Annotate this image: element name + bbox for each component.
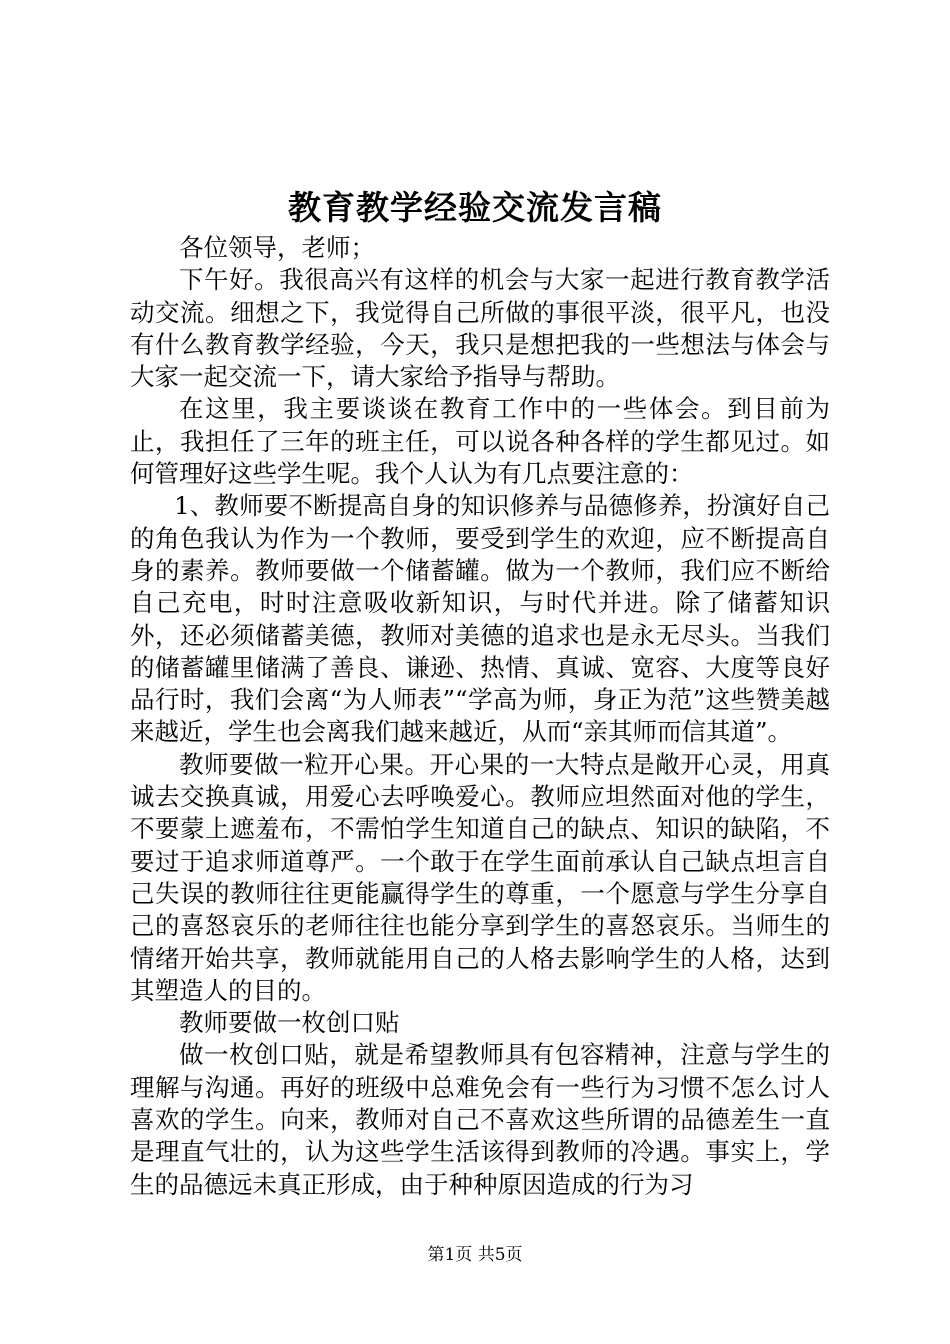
document-title: 教育教学经验交流发言稿 [288, 188, 662, 227]
salutation-paragraph: 各位领导，老师； [179, 233, 375, 262]
body-paragraph: 在这里，我主要谈谈在教育工作中的一些体会。到目前为止，我担任了三年的班主任，可以说各种各样的学生都见过。如何管理好这些学生呢。我个人认为有几点要注意的： [130, 394, 830, 489]
body-paragraph: 1、教师要不断提高自身的知识修养与品德修养，扮演好自己的角色我认为作为一个教师，要受到学生的欢迎，应不断提高自身的素养。教师要做一个储蓄罐。做为一个教师，我们应不断给自己充电，时时注意吸收新知识，与时代并进。除了储蓄知识外，还必须储蓄美德，教师对美德的追求也是永无尽头。当我们的储蓄罐里储满了善良、谦逊、热情、真诚、宽容、大度等良好品行时，我们会离“为人师表”“学高为师，身正为范”这些赞美越来越近，学生也会离我们越来越近，从而“亲其师而信其道”。 [130, 491, 830, 747]
page-footer: 第1页 共5页 [427, 1245, 523, 1265]
body-paragraph: 做一枚创口贴，就是希望教师具有包容精神，注意与学生的理解与沟通。再好的班级中总难免会有一些行为习惯不怎么讨人喜欢的学生。向来，教师对自己不喜欢这些所谓的品德差生一直是理直气壮的，认为这些学生活该得到教师的冷遇。事实上，学生的品德远未真正形成，由于种种原因造成的行为习 [130, 1040, 830, 1199]
body-paragraph: 教师要做一粒开心果。开心果的一大特点是敞开心灵，用真诚去交换真诚，用爱心去呼唤爱心。教师应坦然面对他的学生，不要蒙上遮羞布，不需怕学生知道自己的缺点、知识的缺陷，不要过于追求师道尊严。一个敢于在学生面前承认自己缺点坦言自己失误的教师往往更能赢得学生的尊重，一个愿意与学生分享自己的喜怒哀乐的老师往往也能分享到学生的喜怒哀乐。当师生的情绪开始共享，教师就能用自己的人格去影响学生的人格，达到其塑造人的目的。 [130, 749, 830, 1005]
document-body [130, 232, 830, 1201]
section-heading: 教师要做一枚创口贴 [179, 1008, 400, 1038]
body-paragraph: 下午好。我很高兴有这样的机会与大家一起进行教育教学活动交流。细想之下，我觉得自己所做的事很平淡，很平凡，也没有什么教育教学经验，今天，我只是想把我的一些想法与体会与大家一起交流一下，请大家给予指导与帮助。 [130, 265, 830, 392]
